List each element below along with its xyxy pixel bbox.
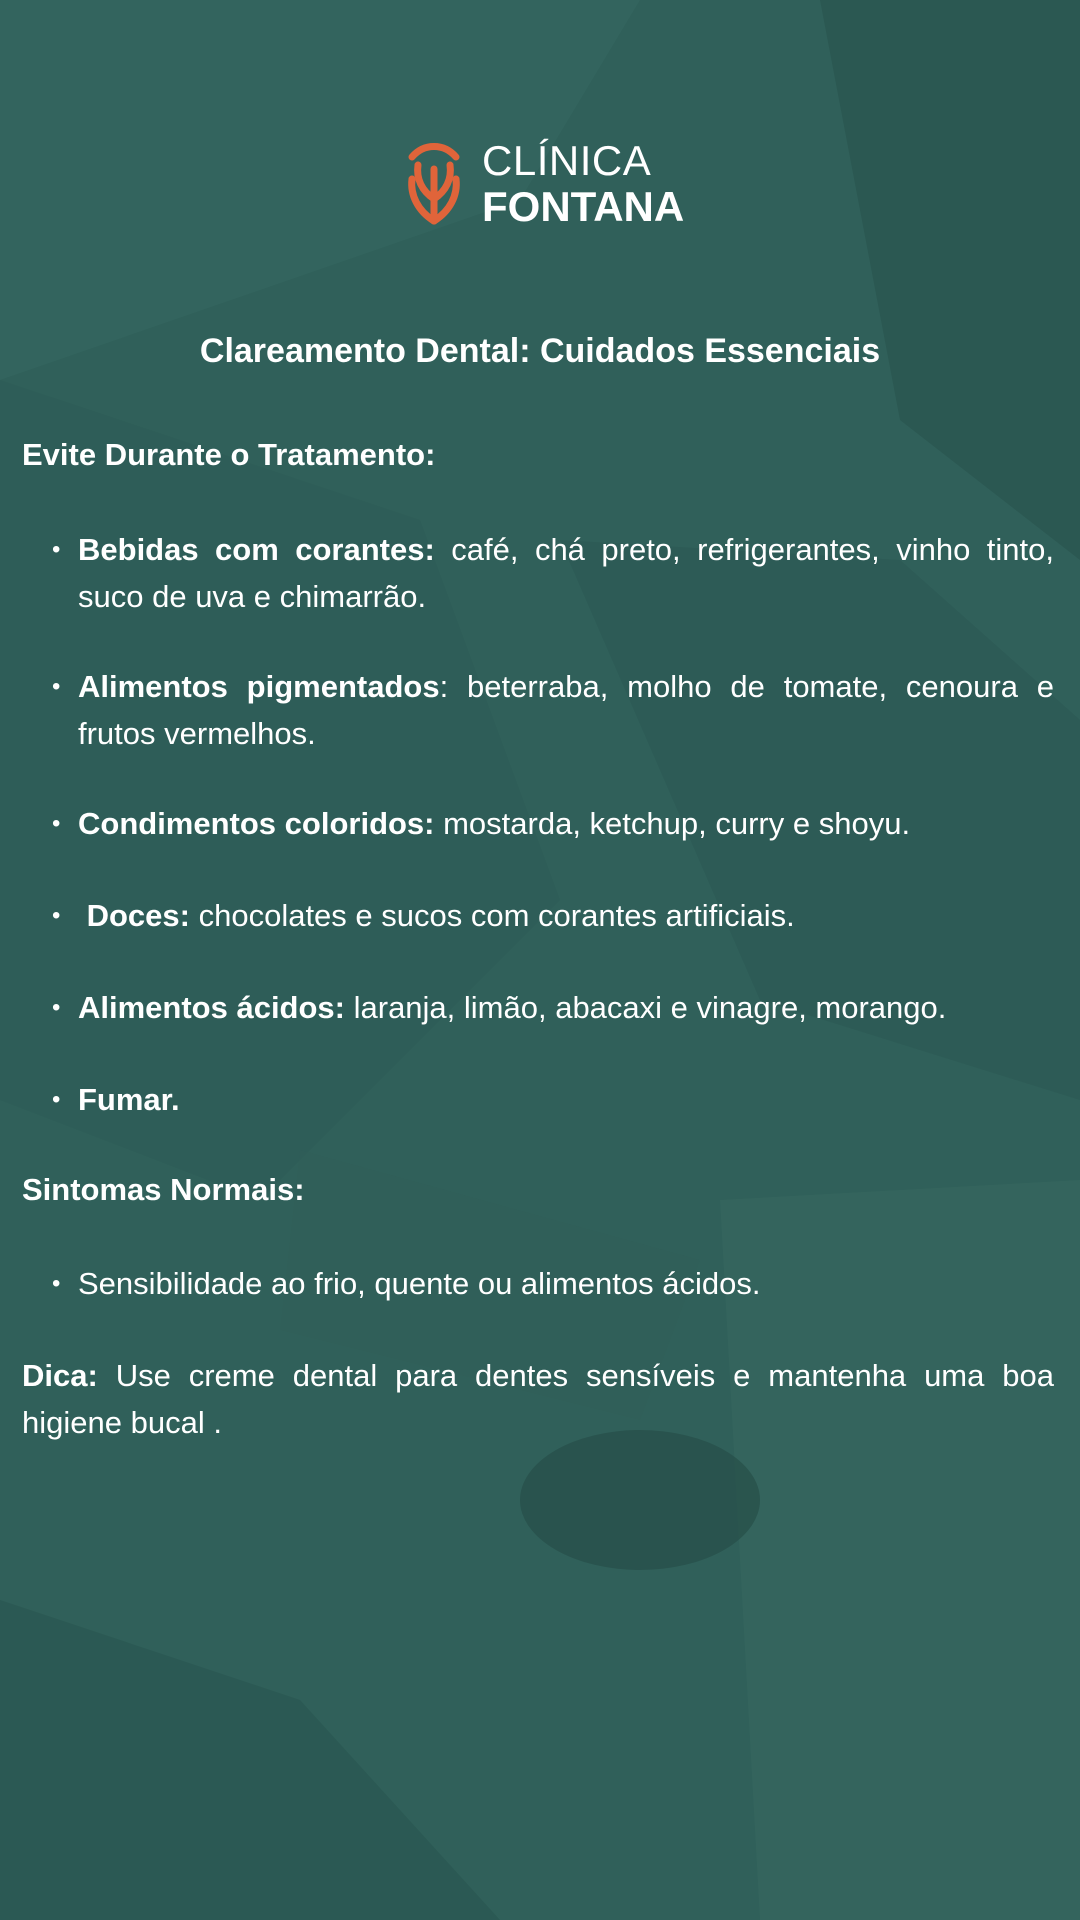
item-label: Condimentos coloridos:: [78, 806, 435, 841]
list-item-fumar: [52, 1076, 1054, 1123]
bullet-icon: •: [52, 1270, 61, 1297]
list-item-alimentos-pigmentados: [52, 663, 1054, 757]
item-label: Alimentos pigmentados: [78, 669, 440, 704]
list-item-doces: [52, 892, 1054, 939]
leaf-logo-icon: [404, 139, 464, 229]
logo-text-fontana: FONTANA: [482, 183, 685, 230]
list-item-condimentos: [52, 800, 1054, 847]
item-label: Fumar.: [78, 1082, 180, 1117]
tip-label: Dica:: [22, 1358, 98, 1393]
item-text: mostarda, ketchup, curry e shoyu.: [434, 806, 911, 841]
item-text: laranja, limão, abacaxi e vinagre, morango.: [345, 990, 947, 1025]
tip-text: Use creme dental para dentes sensíveis e mantenha uma boa higiene bucal .: [22, 1358, 1054, 1440]
clinic-logo: [404, 138, 684, 230]
list-item-bebidas: [52, 526, 1054, 620]
item-text: chocolates e sucos com corantes artificiais.: [189, 898, 795, 933]
tip-paragraph: [22, 1352, 1054, 1446]
bullet-icon: •: [52, 1086, 61, 1113]
bullet-icon: •: [52, 994, 61, 1021]
list-item-alimentos-acidos: [52, 984, 1054, 1031]
item-text: Sensibilidade ao frio, quente ou alimentos ácidos.: [78, 1266, 761, 1301]
item-text: : beterraba, molho de tomate, cenoura e frutos vermelhos.: [78, 669, 1054, 751]
item-text: café, chá preto, refrigerantes, vinho tinto, suco de uva e chimarrão.: [78, 532, 1055, 614]
bullet-icon: •: [52, 902, 61, 929]
item-label: Alimentos ácidos:: [78, 990, 345, 1025]
item-label: Bebidas com corantes:: [78, 532, 435, 567]
avoid-heading: Evite Durante o Tratamento:: [22, 437, 436, 472]
item-label: Doces:: [78, 898, 190, 933]
bullet-icon: •: [52, 810, 61, 837]
symptoms-heading: Sintomas Normais:: [22, 1172, 305, 1207]
page-title: Clareamento Dental: Cuidados Essenciais: [199, 332, 881, 370]
bullet-icon: •: [52, 673, 61, 700]
bullet-icon: •: [52, 536, 61, 563]
logo-text-clinica: CLÍNICA: [482, 137, 652, 184]
list-item-sensibilidade: [52, 1260, 1054, 1307]
